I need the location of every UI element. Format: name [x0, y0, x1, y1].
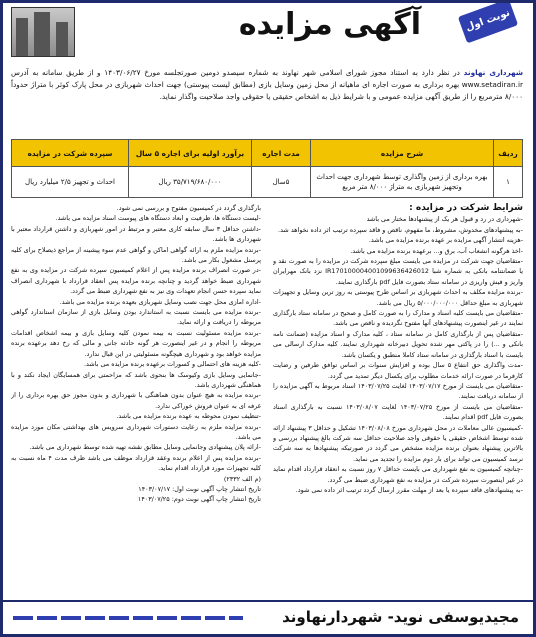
- second-publish-date: تاریخ انتشار چاپ آگهی نوبت دوم: ۱۴۰۳/۰۷/۲۵: [137, 495, 261, 504]
- col-header-estimate: برآورد اولیه برای اجاره ۵ سال: [129, 140, 252, 167]
- condition-line: -شهرداری در رد و قبول هر یک از پیشنهادها مختار می باشد: [366, 215, 523, 224]
- row-estimate: ۳۵/۷۱۹/۶۸۰/۰۰۰ ریال: [129, 167, 252, 198]
- conditions-section: [11, 203, 523, 603]
- condition-line: -به پیشنهادهای مخدوش، مشروط، ما مفهوم، ناقص و فاقد سپرده ترتیب اثر داده نخواهد شد.: [278, 225, 523, 234]
- first-publish-date: تاریخ انتشار چاپ آگهی نوبت اول: ۱۴۰۳/۰۷/۱۷: [138, 484, 261, 493]
- condition-line: -اداره امازی محل جهت نصب وسایل شهربازی بعهده برنده مزایده می باشد.: [59, 297, 261, 306]
- castle-logo-icon: [11, 7, 75, 57]
- col-header-row-number: ردیف: [494, 140, 523, 167]
- condition-line: -برنده مزایده مکلف به احداث شهربازی بر اساس طرح پیوستی به روز ترین وسایل و تجهیزات شهربازی به مبلغ حداقل ۵/۰۰۰/۰۰۰/۰۰۰ ریال می باشد.: [273, 288, 523, 307]
- row-deposit: احداث و تجهیز ۲/۵ میلیارد ریال: [12, 167, 129, 198]
- condition-line: -مدت واگذاری حق انتفاع ۵ سال بوده و افزایش سنوات بر اساس توافق طرفین و رضایت کارفرما در صورت ارائه خدمات مطلوب برای یکسال دیگر تمدید می گردد.: [273, 361, 523, 380]
- condition-line: -برنده مزایده پس از اعلام برنده وعقد قرارداد موظف می باشد ظرف مدت ۴ ماه نسبت به کلیه تجهیزات مورد قرارداد اقدام نماید.: [11, 453, 261, 473]
- condition-line: -کلیه هزینه های احتمالی و کسورات برعهده برنده مزایده می باشد.: [83, 360, 261, 369]
- row-duration: ۵سال: [252, 167, 311, 198]
- condition-line: -برنده مزایده به هیچ عنوان بدون هماهنگی با شهرداری و بدون مجوز حق بهره برداری را از غرفه ای به عنوان فروش خوراکی ندارد.: [11, 391, 261, 410]
- notice-footer: [3, 600, 533, 634]
- condition-line: -لیست دستگاه ها، ظرفیت و ابعاد دستگاه های پیوست اسناد مزایده می باشد.: [55, 214, 261, 223]
- condition-line: -به پیشنهادهای فاقد سپرده یا بعد از مهلت مقرر ارسال گردد ترتیب اثر داده نمی شود.: [295, 485, 523, 494]
- row-description: بهره برداری از زمین واگذاری توسط شهرداری جهت احداث وتجهیز شهربازی به متراژ ۸/۰۰۰ متر مربع: [311, 167, 494, 198]
- col-header-duration: مدت اجاره: [252, 140, 311, 167]
- conditions-title: شرایط شرکت در مزایده :: [409, 203, 523, 213]
- conditions-right-column: [273, 203, 523, 603]
- mayor-signature: مجیدیوسفی نوید- شهردارنهاوند: [282, 608, 519, 626]
- reference-code: (م الف ۲۳۳۲): [223, 474, 261, 483]
- condition-line: -متقاضیان می بایست از مورخ ۱۴۰۳/۰۷/۱۷ لغایت ۱۴۰۳/۰۷/۲۵ اسناد مربوط به آگهی مزایده را از سامانه دریافت نمایند.: [273, 381, 523, 401]
- condition-line: -برنده مزایده ملزم به رعایت دستورات شهرداری سرویس های بهداشتی مکان مورد مزایده می باشد.: [11, 422, 261, 441]
- table-header-row: [12, 140, 523, 167]
- condition-line: -اخذ هرگونه انشعاب آب، برق و... برعهده برنده مزایده می باشد.: [350, 246, 523, 255]
- condition-line: -برنده مزایده ملزم به ارائه گواهی اماکن و گواهی عدم سوء پیشینه از مراجع ذیصلاح برای کلیه پرسنل مشغول بکار می باشد.: [11, 245, 261, 265]
- notice-title: آگهی مزایده: [238, 7, 421, 42]
- auction-items-table: [11, 139, 523, 198]
- condition-line: -در صورت انصراف برنده مزایده پس از اعلام کمیسیون سپرده شرکت در مزایده وی به نفع شهرداری ضبط خواهد گردید و چنانچه برنده مزایده پس انعقاد قرارداد با شهرداری انصراف نماید سپرده حسن انجام تعهدات وی نیز به نفع شهرداری ضبط می گردد.: [11, 266, 261, 296]
- intro-text: در نظر دارد به استناد مجوز شورای اسلامی شهر نهاوند به شماره سیصدو دومین صورتجلسه مورخ ۱۴۰۳/۰۶/۲۷ و از طریق سامانه به آدرس www.setadiran.ir بهره برداری به صورت اجاره ای ماهیانه از محل زمین وسایل بازی (مطابق لیست پیوستی) جهت احداث شهربازی در محل پارک کوثر با متراژ حدوداً ۸/۰۰۰ مترمربع را از طریق آگهی مزایده عمومی و با شرایط ذیل به اشخاص حقیقی یا حقوقی واجد صلاحیت واگذار نماید.: [11, 68, 523, 101]
- condition-line: -متقاضیان می بایست از مورخ ۱۴۰۳/۰۷/۲۵ لغایت ۱۴۰۳/۰۸/۰۷ نسبت به بارگذاری اسناد بصورت فایل pdf اقدام نمایند.: [273, 402, 523, 422]
- condition-line: -متقاضیان پس از بارگذاری کامل در سامانه ستاد ، کلیه مدارک و اسناد مزایده (ضمانت نامه بانکی و ...) را در پاکتی مهر شده تحویل دبیرخانه شهرداری نمایند. کلیه مدارک ارسالی می بایست با اسناد بارگذاری در سامانه ستاد کاملا منطبق و یکسان باشد.: [273, 329, 523, 359]
- table-row: [12, 167, 523, 198]
- first-turn-badge: نوبت اول: [458, 0, 518, 43]
- intro-paragraph: [11, 67, 523, 103]
- condition-line: -ارائه پلان پیشنهادی وجانمایی وسایل مطابق نقشه تهیه شده توسط شهرداری می باشد.: [29, 443, 261, 452]
- col-header-description: شرح مزایده: [311, 140, 494, 167]
- conditions-left-column: [11, 203, 261, 603]
- municipality-name: شهرداری نهاوند: [463, 68, 523, 77]
- col-header-deposit: سپرده شرکت در مزایده: [12, 140, 129, 167]
- condition-line: بارگذاری گردد در کمیسیون مفتوح و بررسی نمی شود.: [116, 204, 261, 212]
- condition-line: -هزینه انتشار آگهی مزایده بر عهده برنده مزایده می باشد.: [368, 236, 523, 245]
- condition-line: -چنانچه کمیسیون به نفع شهرداری می بایست حداقل ۷ روز نسبت به انعقاد قرارداد اقدام نماید در غیر اینصورت سپرده شرکت در مزایده به نفع شهرداری ضبط می گردد.: [273, 465, 523, 484]
- condition-line: -داشتن حداقل ۳ سال سابقه کاری معتبر و مرتبط در امور شهربازی و داشتن قرارداد معتبر با شهرداری ها باشد.: [11, 224, 261, 244]
- notice-header: [3, 3, 533, 60]
- condition-line: -کمیسیون عالی معاملات در محل شهرداری مورخ ۱۴۰۳/۰۸/۰۸ تشکیل و حداقل ۳ پیشنهاد ارائه شده توسط اشخاص حقیقی یا حقوقی واجد صلاحیت حداقل سه شرکت بالغ پیشنهاد بررسی و بالاترین پیشنهاد بعنوان برنده مزایده مشخص می گردد در صورتیکه پیشنهادها به سه شرکت نرسد کمیسیون می تواند برای بار دوم مزایده را تجدید می نماید.: [273, 423, 523, 463]
- condition-line: -تنظیف نمودن محوطه به عهده برنده مزایده می باشد.: [116, 412, 261, 421]
- condition-line: -متقاضیان می بایست کلیه اسناد و مدارک را به صورت کامل و صحیح در سامانه ستاد بارگذاری نمایند در غیر اینصورت پیشنهادهای آنها مفتوح نگردیده و ناقص می باشد.: [273, 309, 523, 328]
- condition-line: -متقاضیان جهت شرکت در مزایده می بایست مبلغ سپرده شرکت در مزایده را به صورت نقد و یا ضمانتنامه بانکی به شماره شبا IR170100004001099636426012 نزد بانک مهرایران واریز و فیش واریزی در سامانه ستاد بصورت فایل pdf بارگذاری نمایند.: [273, 257, 523, 286]
- condition-line: -برنده مزایده مسئولیت نسبت به بیمه نمودن کلیه وسایل بازی و بیمه اشخاص اقدامات مربوطه را انجام و در غیر اینصورت هر گونه حادثه جانی و مالی که رخ دهد برعهده برنده مزایده خواهد بود و شهرداری هیچگونه مسئولیتی در این قبال ندارد.: [11, 328, 261, 358]
- row-number: ۱: [494, 167, 523, 198]
- condition-line: -جانمایی وسایل بازی وکیوسک ها بنحوی باشد که مزاحمتی برای همسایگان ایجاد نکند و با هماهنگی شهرداری باشد.: [11, 370, 261, 389]
- condition-line: -برنده مزایده می بایست نسبت به استاندارد بودن وسایل بازی از سازمان استاندارد گواهی مربوطه را دریافت و ارائه نماید.: [11, 308, 261, 327]
- decorative-divider: [13, 616, 243, 620]
